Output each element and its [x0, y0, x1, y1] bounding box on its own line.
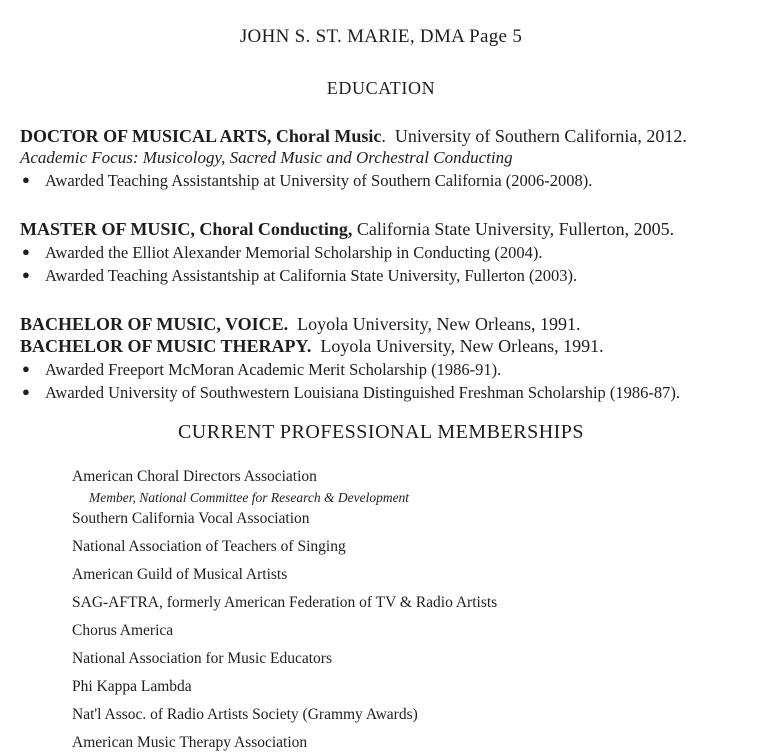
degree-line: [20, 335, 742, 357]
education-bullet: [20, 265, 742, 286]
academic-focus-line: Academic Focus: Musicology, Sacred Music and Orchestral Conducting: [20, 148, 513, 167]
bullet-icon: ●: [22, 267, 30, 282]
bullet-icon: ●: [22, 244, 30, 259]
education-section: [20, 125, 742, 403]
membership-item: Nat'l Assoc. of Radio Artists Society (Grammy Awards): [72, 706, 418, 723]
education-entry-masters: [20, 218, 742, 286]
degree-institution: Loyola University, New Orleans, 1991.: [288, 314, 581, 334]
degree-name: BACHELOR OF MUSIC, VOICE.: [20, 314, 289, 334]
degree-line: [20, 313, 742, 335]
degree-name: BACHELOR OF MUSIC THERAPY.: [20, 336, 312, 356]
bullet-icon: ●: [22, 172, 30, 187]
bullet-icon: ●: [22, 361, 30, 376]
membership-item: American Music Therapy Association: [72, 734, 308, 751]
education-bullet: [20, 382, 742, 403]
education-bullet: [20, 242, 742, 263]
education-bullet: [20, 170, 742, 191]
bullet-text: Awarded Teaching Assistantship at University of Southern California (2006-2008).: [45, 171, 593, 190]
membership-item: National Association for Music Educators: [72, 650, 333, 667]
degree-institution: California State University, Fullerton, 2005.: [352, 219, 675, 239]
bullet-text: Awarded Teaching Assistantship at California State University, Fullerton (2003).: [45, 266, 578, 285]
membership-note: Member, National Committee for Research & Development: [89, 490, 410, 505]
bullet-text: Awarded Freeport McMoran Academic Merit Scholarship (1986-91).: [45, 360, 502, 379]
degree-institution: Loyola University, New Orleans, 1991.: [311, 336, 604, 356]
membership-item: American Choral Directors Association: [72, 468, 317, 485]
memberships-section-heading: CURRENT PROFESSIONAL MEMBERSHIPS: [177, 421, 585, 443]
degree-institution: . University of Southern California, 2012.: [381, 126, 687, 146]
membership-item: Chorus America: [72, 622, 174, 639]
degree-line: [20, 125, 742, 147]
education-entry-doctorate: [20, 125, 742, 191]
membership-item: Southern California Vocal Association: [72, 510, 310, 527]
membership-item: American Guild of Musical Artists: [72, 566, 288, 583]
degree-name: DOCTOR OF MUSICAL ARTS, Choral Music: [20, 126, 382, 146]
education-bullet: [20, 359, 742, 380]
membership-item: National Association of Teachers of Singing: [72, 538, 346, 555]
bullet-text: Awarded University of Southwestern Louisiana Distinguished Freshman Scholarship (1986-87).: [45, 383, 681, 402]
education-section-heading: EDUCATION: [326, 78, 436, 98]
degree-name: MASTER OF MUSIC, Choral Conducting,: [20, 219, 353, 239]
membership-item: SAG-AFTRA, formerly American Federation of TV & Radio Artists: [72, 594, 498, 611]
bullet-text: Awarded the Elliot Alexander Memorial Scholarship in Conducting (2004).: [45, 243, 543, 262]
membership-item: Phi Kappa Lambda: [72, 678, 192, 695]
education-entry-bachelors: [20, 313, 742, 403]
bullet-icon: ●: [22, 384, 30, 399]
page-title: JOHN S. ST. MARIE, DMA Page 5: [239, 26, 523, 47]
memberships-list: [20, 468, 742, 752]
degree-line: [20, 218, 742, 240]
